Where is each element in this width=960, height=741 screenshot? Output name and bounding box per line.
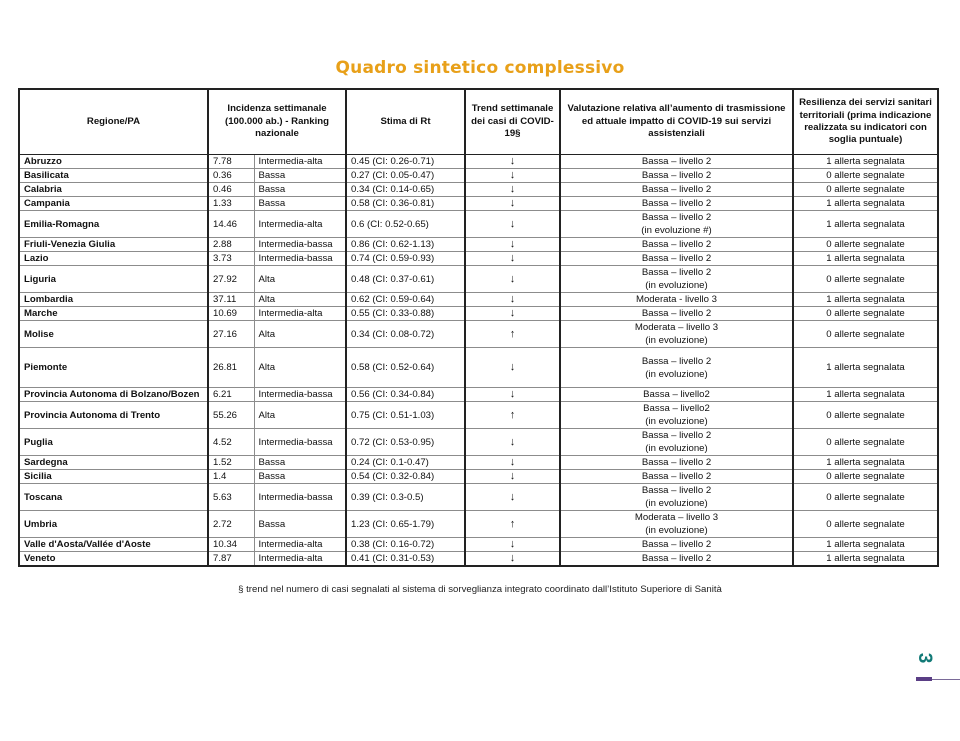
cell-region: Lazio — [19, 252, 208, 266]
cell-assessment — [560, 183, 793, 197]
arrow-down-icon: ↓ — [509, 217, 516, 230]
cell-resilience: 0 allerte segnalate — [793, 321, 938, 348]
cell-region: Valle d'Aosta/Vallée d'Aoste — [19, 538, 208, 552]
cell-trend — [465, 238, 560, 252]
assessment-level: Bassa – livello 2 — [641, 198, 712, 209]
arrow-down-icon: ↓ — [509, 490, 516, 503]
arrow-down-icon: ↓ — [509, 197, 516, 209]
cell-rt: 0.34 (CI: 0.14-0.65) — [346, 183, 465, 197]
cell-region: Basilicata — [19, 169, 208, 183]
assessment-level: Bassa – livello2 — [643, 389, 710, 400]
cell-assessment — [560, 155, 793, 169]
cell-rt: 0.39 (CI: 0.3-0.5) — [346, 484, 465, 511]
cell-trend — [465, 388, 560, 402]
assessment-level: Bassa – livello2 — [643, 403, 710, 414]
cell-ranking: Bassa — [254, 511, 346, 538]
page-number-bar — [916, 677, 932, 681]
table-row — [19, 238, 938, 252]
cell-incidence: 2.72 — [208, 511, 254, 538]
cell-ranking: Intermedia-alta — [254, 307, 346, 321]
cell-region: Piemonte — [19, 348, 208, 388]
cell-ranking: Intermedia-alta — [254, 552, 346, 567]
header-assessment: Valutazione relativa all’aumento di trasmissione ed attuale impatto di COVID-19 sui servizi assistenziali — [560, 89, 793, 155]
cell-rt: 0.62 (CI: 0.59-0.64) — [346, 293, 465, 307]
cell-rt: 0.45 (CI: 0.26-0.71) — [346, 155, 465, 169]
cell-resilience: 1 allerta segnalata — [793, 348, 938, 388]
header-rt: Stima di Rt — [346, 89, 465, 155]
table-header-row — [19, 89, 938, 155]
cell-resilience: 1 allerta segnalata — [793, 538, 938, 552]
cell-assessment — [560, 402, 793, 429]
cell-resilience: 1 allerta segnalata — [793, 388, 938, 402]
assessment-note: (in evoluzione) — [645, 335, 708, 346]
cell-resilience: 1 allerta segnalata — [793, 456, 938, 470]
arrow-down-icon: ↓ — [509, 252, 516, 264]
cell-assessment — [560, 470, 793, 484]
cell-trend — [465, 211, 560, 238]
assessment-level: Moderata – livello 3 — [634, 512, 719, 523]
cell-rt: 0.58 (CI: 0.52-0.64) — [346, 348, 465, 388]
cell-assessment — [560, 511, 793, 538]
cell-incidence: 3.73 — [208, 252, 254, 266]
assessment-level: Bassa – livello 2 — [641, 170, 712, 181]
header-resilience: Resilienza dei servizi sanitari territoriali (prima indicazione realizzata su indicatori con soglia puntuale) — [793, 89, 938, 155]
assessment-note: (in evoluzione) — [645, 498, 708, 509]
cell-ranking: Alta — [254, 266, 346, 293]
cell-ranking: Alta — [254, 402, 346, 429]
cell-region: Sardegna — [19, 456, 208, 470]
cell-region: Calabria — [19, 183, 208, 197]
assessment-level: Bassa – livello 2 — [641, 156, 712, 167]
cell-incidence: 1.52 — [208, 456, 254, 470]
arrow-down-icon: ↓ — [509, 538, 516, 550]
cell-incidence: 14.46 — [208, 211, 254, 238]
arrow-down-icon: ↓ — [509, 183, 516, 195]
cell-region: Veneto — [19, 552, 208, 567]
cell-incidence: 6.21 — [208, 388, 254, 402]
assessment-note: (in evoluzione) — [645, 443, 708, 454]
table-row — [19, 348, 938, 388]
cell-assessment — [560, 307, 793, 321]
cell-resilience: 1 allerta segnalata — [793, 293, 938, 307]
table-row — [19, 155, 938, 169]
assessment-note: (in evoluzione) — [645, 368, 708, 380]
assessment-level: Moderata – livello 3 — [634, 322, 719, 333]
cell-incidence: 5.63 — [208, 484, 254, 511]
arrow-down-icon: ↓ — [509, 552, 516, 564]
cell-ranking: Bassa — [254, 470, 346, 484]
page-number-line — [932, 679, 960, 680]
cell-incidence: 10.69 — [208, 307, 254, 321]
assessment-level: Bassa – livello 2 — [641, 355, 712, 367]
cell-incidence: 37.11 — [208, 293, 254, 307]
cell-region: Friuli-Venezia Giulia — [19, 238, 208, 252]
table-row — [19, 456, 938, 470]
arrow-down-icon: ↓ — [509, 155, 516, 167]
cell-rt: 1.23 (CI: 0.65-1.79) — [346, 511, 465, 538]
cell-assessment — [560, 538, 793, 552]
cell-region: Abruzzo — [19, 155, 208, 169]
table-row — [19, 402, 938, 429]
cell-rt: 0.24 (CI: 0.1-0.47) — [346, 456, 465, 470]
header-incidence: Incidenza settimanale (100.000 ab.) - Ranking nazionale — [208, 89, 346, 155]
cell-resilience: 0 allerte segnalate — [793, 169, 938, 183]
table-row — [19, 538, 938, 552]
cell-incidence: 7.87 — [208, 552, 254, 567]
cell-incidence: 27.92 — [208, 266, 254, 293]
arrow-down-icon: ↓ — [509, 238, 516, 250]
table-row — [19, 321, 938, 348]
cell-assessment — [560, 348, 793, 388]
cell-region: Umbria — [19, 511, 208, 538]
cell-trend — [465, 348, 560, 388]
cell-incidence: 0.46 — [208, 183, 254, 197]
arrow-down-icon: ↓ — [509, 470, 516, 482]
assessment-level: Bassa – livello 2 — [641, 184, 712, 195]
cell-ranking: Intermedia-bassa — [254, 388, 346, 402]
cell-region: Puglia — [19, 429, 208, 456]
cell-rt: 0.48 (CI: 0.37-0.61) — [346, 266, 465, 293]
cell-assessment — [560, 388, 793, 402]
cell-ranking: Intermedia-alta — [254, 155, 346, 169]
cell-incidence: 7.78 — [208, 155, 254, 169]
cell-assessment — [560, 252, 793, 266]
table-row — [19, 552, 938, 567]
assessment-level: Bassa – livello 2 — [641, 553, 712, 564]
cell-rt: 0.34 (CI: 0.08-0.72) — [346, 321, 465, 348]
assessment-level: Moderata - livello 3 — [635, 294, 718, 305]
table-row — [19, 183, 938, 197]
cell-trend — [465, 321, 560, 348]
cell-ranking: Alta — [254, 321, 346, 348]
cell-region: Lombardia — [19, 293, 208, 307]
cell-incidence: 1.4 — [208, 470, 254, 484]
arrow-up-icon: ↑ — [509, 517, 516, 530]
cell-assessment — [560, 552, 793, 567]
cell-trend — [465, 197, 560, 211]
cell-resilience: 1 allerta segnalata — [793, 155, 938, 169]
cell-trend — [465, 293, 560, 307]
assessment-level: Bassa – livello 2 — [641, 267, 712, 278]
cell-incidence: 26.81 — [208, 348, 254, 388]
cell-ranking: Alta — [254, 293, 346, 307]
table-row — [19, 293, 938, 307]
assessment-note: (in evoluzione) — [645, 280, 708, 291]
cell-rt: 0.41 (CI: 0.31-0.53) — [346, 552, 465, 567]
table-row — [19, 307, 938, 321]
table-row — [19, 429, 938, 456]
cell-resilience: 0 allerte segnalate — [793, 429, 938, 456]
cell-assessment — [560, 266, 793, 293]
table-row — [19, 470, 938, 484]
cell-region: Marche — [19, 307, 208, 321]
cell-ranking: Intermedia-bassa — [254, 238, 346, 252]
summary-table — [18, 88, 939, 567]
cell-region: Sicilia — [19, 470, 208, 484]
cell-assessment — [560, 197, 793, 211]
footnote: § trend nel numero di casi segnalati al sistema di sorveglianza integrato coordinato dall’Istituto Superiore di Sanità — [238, 584, 722, 595]
cell-region: Liguria — [19, 266, 208, 293]
assessment-level: Bassa – livello 2 — [641, 471, 712, 482]
page-title: Quadro sintetico complessivo — [335, 58, 625, 78]
cell-resilience: 0 allerte segnalate — [793, 266, 938, 293]
cell-incidence: 55.26 — [208, 402, 254, 429]
cell-assessment — [560, 169, 793, 183]
cell-rt: 0.6 (CI: 0.52-0.65) — [346, 211, 465, 238]
arrow-up-icon: ↑ — [509, 408, 516, 421]
arrow-down-icon: ↓ — [509, 435, 516, 448]
cell-resilience: 1 allerta segnalata — [793, 252, 938, 266]
cell-trend — [465, 552, 560, 567]
table-row — [19, 211, 938, 238]
arrow-down-icon: ↓ — [509, 456, 516, 468]
cell-resilience: 1 allerta segnalata — [793, 552, 938, 567]
cell-rt: 0.54 (CI: 0.32-0.84) — [346, 470, 465, 484]
cell-resilience: 0 allerte segnalate — [793, 183, 938, 197]
cell-region: Molise — [19, 321, 208, 348]
arrow-down-icon: ↓ — [509, 307, 516, 319]
cell-rt: 0.75 (CI: 0.51-1.03) — [346, 402, 465, 429]
cell-ranking: Bassa — [254, 456, 346, 470]
cell-rt: 0.56 (CI: 0.34-0.84) — [346, 388, 465, 402]
arrow-down-icon: ↓ — [509, 169, 516, 181]
cell-ranking: Intermedia-alta — [254, 211, 346, 238]
assessment-level: Bassa – livello 2 — [641, 253, 712, 264]
cell-trend — [465, 484, 560, 511]
cell-rt: 0.58 (CI: 0.36-0.81) — [346, 197, 465, 211]
cell-trend — [465, 266, 560, 293]
cell-resilience: 1 allerta segnalata — [793, 197, 938, 211]
cell-assessment — [560, 321, 793, 348]
cell-rt: 0.74 (CI: 0.59-0.93) — [346, 252, 465, 266]
cell-assessment — [560, 456, 793, 470]
cell-resilience: 0 allerte segnalate — [793, 307, 938, 321]
arrow-down-icon: ↓ — [509, 388, 516, 400]
cell-incidence: 0.36 — [208, 169, 254, 183]
assessment-level: Bassa – livello 2 — [641, 539, 712, 550]
cell-trend — [465, 470, 560, 484]
cell-ranking: Bassa — [254, 183, 346, 197]
table-row — [19, 169, 938, 183]
cell-trend — [465, 155, 560, 169]
cell-ranking: Intermedia-bassa — [254, 429, 346, 456]
cell-ranking: Alta — [254, 348, 346, 388]
cell-trend — [465, 252, 560, 266]
arrow-down-icon: ↓ — [509, 293, 516, 305]
cell-trend — [465, 429, 560, 456]
assessment-level: Bassa – livello 2 — [641, 212, 712, 223]
cell-trend — [465, 169, 560, 183]
cell-assessment — [560, 429, 793, 456]
table-row — [19, 484, 938, 511]
cell-assessment — [560, 211, 793, 238]
assessment-level: Bassa – livello 2 — [641, 457, 712, 468]
assessment-level: Bassa – livello 2 — [641, 485, 712, 496]
cell-assessment — [560, 484, 793, 511]
assessment-note: (in evoluzione) — [645, 416, 708, 427]
cell-resilience: 1 allerta segnalata — [793, 211, 938, 238]
cell-assessment — [560, 238, 793, 252]
cell-ranking: Bassa — [254, 197, 346, 211]
cell-trend — [465, 538, 560, 552]
cell-trend — [465, 456, 560, 470]
arrow-up-icon: ↑ — [509, 327, 516, 340]
cell-resilience: 0 allerte segnalate — [793, 238, 938, 252]
table-row — [19, 388, 938, 402]
cell-resilience: 0 allerte segnalate — [793, 484, 938, 511]
cell-rt: 0.38 (CI: 0.16-0.72) — [346, 538, 465, 552]
page-number: 3 — [914, 652, 935, 664]
table-row — [19, 252, 938, 266]
table-row — [19, 266, 938, 293]
cell-resilience: 0 allerte segnalate — [793, 470, 938, 484]
cell-resilience: 0 allerte segnalate — [793, 402, 938, 429]
header-trend: Trend settimanale dei casi di COVID-19§ — [465, 89, 560, 155]
cell-trend — [465, 183, 560, 197]
cell-trend — [465, 511, 560, 538]
cell-assessment — [560, 293, 793, 307]
cell-trend — [465, 402, 560, 429]
table-row — [19, 511, 938, 538]
cell-incidence: 27.16 — [208, 321, 254, 348]
cell-rt: 0.27 (CI: 0.05-0.47) — [346, 169, 465, 183]
assessment-note: (in evoluzione #) — [641, 225, 712, 236]
cell-incidence: 10.34 — [208, 538, 254, 552]
cell-ranking: Bassa — [254, 169, 346, 183]
assessment-level: Bassa – livello 2 — [641, 430, 712, 441]
cell-incidence: 1.33 — [208, 197, 254, 211]
arrow-down-icon: ↓ — [509, 272, 516, 285]
header-region: Regione/PA — [19, 89, 208, 155]
assessment-level: Bassa – livello 2 — [641, 308, 712, 319]
cell-rt: 0.72 (CI: 0.53-0.95) — [346, 429, 465, 456]
cell-ranking: Intermedia-bassa — [254, 484, 346, 511]
assessment-level: Bassa – livello 2 — [641, 239, 712, 250]
cell-region: Emilia-Romagna — [19, 211, 208, 238]
table-row — [19, 197, 938, 211]
cell-ranking: Intermedia-bassa — [254, 252, 346, 266]
cell-region: Campania — [19, 197, 208, 211]
cell-resilience: 0 allerte segnalate — [793, 511, 938, 538]
cell-region: Provincia Autonoma di Trento — [19, 402, 208, 429]
cell-region: Provincia Autonoma di Bolzano/Bozen — [19, 388, 208, 402]
cell-incidence: 4.52 — [208, 429, 254, 456]
arrow-down-icon: ↓ — [509, 361, 516, 373]
cell-ranking: Intermedia-alta — [254, 538, 346, 552]
cell-incidence: 2.88 — [208, 238, 254, 252]
cell-rt: 0.55 (CI: 0.33-0.88) — [346, 307, 465, 321]
cell-trend — [465, 307, 560, 321]
cell-rt: 0.86 (CI: 0.62-1.13) — [346, 238, 465, 252]
cell-region: Toscana — [19, 484, 208, 511]
assessment-note: (in evoluzione) — [645, 525, 708, 536]
